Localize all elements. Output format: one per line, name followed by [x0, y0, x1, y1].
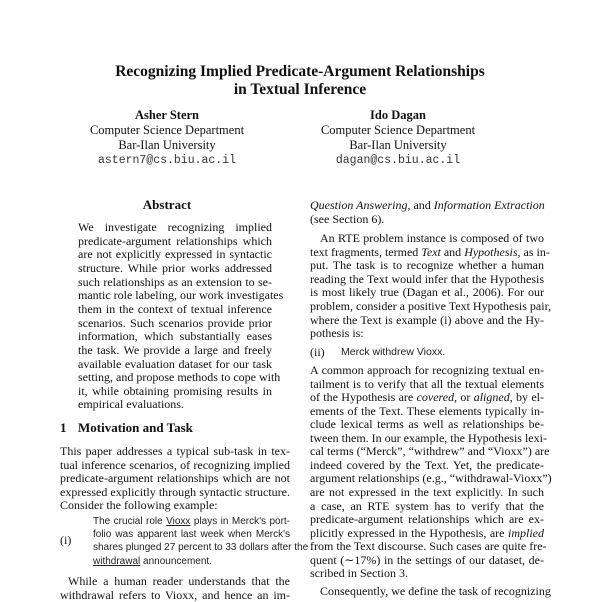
text-span: folio was apparent last week when Merck's	[93, 529, 290, 541]
text-span: it, while obtaining promising results in	[78, 383, 272, 398]
text-line	[310, 326, 544, 340]
text-line	[60, 444, 290, 458]
text-line	[310, 404, 544, 418]
text-line	[310, 458, 544, 472]
text-span: text fragments, termed	[310, 244, 422, 259]
underlined-term: Vioxx	[166, 516, 191, 527]
text-line	[68, 574, 290, 588]
text-span: a case, an RTE system has to verify that the	[310, 498, 544, 513]
text-span: withdrawal refers to Vioxx, and hence an im-	[60, 587, 290, 602]
author-univ: Bar-Ilan University	[349, 138, 447, 152]
text-line	[310, 485, 544, 499]
text-span: While a human reader understands that the	[68, 574, 290, 588]
text-span: is most likely true (Dagan et al., 2006). For our	[310, 285, 544, 300]
text-line	[310, 471, 552, 486]
text-line	[310, 390, 544, 404]
text-span: predicate-argument relationships which are ex-	[310, 512, 544, 527]
text-span: , and	[407, 198, 434, 212]
text-span: Consequently, we define the task of recognizing	[320, 584, 551, 598]
text-line	[310, 499, 544, 513]
text-span: tween them. In our example, the Hypothesis lexi-	[310, 430, 547, 445]
text-line	[78, 234, 272, 248]
italic-term: aligned	[473, 390, 510, 405]
text-span: , by el-	[509, 390, 544, 405]
italic-term: Information Extraction	[433, 198, 545, 212]
text-line	[60, 485, 290, 499]
text-line	[310, 553, 544, 567]
text-line	[93, 541, 309, 555]
text-line	[93, 528, 290, 542]
text-line	[78, 357, 272, 371]
italic-term: implied	[508, 525, 544, 540]
text-span: tailment is to verify that all the textual elements	[310, 376, 544, 391]
text-line	[310, 444, 550, 459]
text-line	[93, 515, 290, 529]
text-line	[78, 220, 272, 234]
paper-title-line-2: in Textual Inference	[233, 81, 367, 98]
text-span: the task. We provide a large and freely	[78, 342, 272, 357]
text-line	[60, 498, 290, 512]
text-span: plays in Merck's port-	[190, 516, 291, 527]
author-email[interactable]: dagan@cs.biu.ac.il	[335, 154, 461, 167]
text-span: A common approach for recognizing textual en-	[310, 363, 544, 377]
text-span: shares plunged 27 percent to 33 dollars after the	[93, 542, 309, 554]
text-line	[78, 384, 272, 398]
author-univ: Bar-Ilan University	[118, 138, 216, 152]
text-span: and	[440, 244, 465, 259]
text-span: such relationships as an extension to se-	[78, 274, 272, 289]
text-span: cal terms (“Merck”, “withdrew” and “Vioxx”) are	[310, 444, 550, 459]
text-span: This paper addresses a typical sub-task in tex-	[60, 444, 290, 458]
text-span: structure. While prior works addressed	[78, 260, 272, 275]
text-span: are not expressed in the text explicitly. In such	[310, 484, 544, 499]
text-line	[310, 258, 544, 272]
text-line	[320, 584, 551, 598]
text-span: problem, consider a positive Text Hypothesis pair,	[310, 299, 552, 313]
italic-term: Question Answering	[310, 198, 408, 212]
text-span: predicate-argument relationships which	[78, 233, 272, 248]
text-line	[78, 329, 272, 343]
text-span: indeed covered by the Text. Yet, the predicate-	[310, 457, 544, 472]
text-span: where the Text is example (i) above and the Hy-	[310, 312, 544, 327]
text-span: setting, and propose methods to cope with	[78, 370, 281, 385]
text-line	[78, 370, 281, 385]
text-span: An RTE problem instance is composed of two	[320, 231, 544, 245]
text-line	[310, 212, 544, 226]
text-line	[60, 471, 290, 485]
text-line	[78, 275, 272, 289]
text-line	[310, 244, 550, 259]
text-line	[310, 285, 544, 299]
text-line	[93, 555, 290, 569]
text-line	[78, 302, 272, 316]
text-line	[310, 198, 544, 212]
author-email[interactable]: astern7@cs.biu.ac.il	[97, 154, 237, 167]
author-dept: Computer Science Department	[89, 123, 245, 137]
text-span: scribed in Section 3.	[310, 566, 408, 581]
text-line	[310, 299, 552, 313]
italic-term: Hypothesis	[464, 244, 518, 259]
text-span: The crucial role	[93, 516, 167, 527]
example-label: (ii)	[310, 345, 325, 359]
text-span: are not explicitly expressed in syntactic	[78, 247, 272, 262]
text-span: , or	[454, 390, 474, 405]
text-span: argument relationships (e.g., “withdrawal-Vioxx”)	[310, 471, 552, 486]
text-span: We investigate recognizing implied	[78, 220, 272, 234]
text-span: expressed explicitly through syntactic structure.	[60, 484, 290, 499]
abstract-heading: Abstract	[142, 197, 192, 212]
text-span: (see Section 6).	[310, 211, 385, 226]
italic-term: Text	[421, 244, 441, 259]
text-span: put. The task is to recognize whether a human	[310, 258, 544, 273]
text-span: mantic role labeling, our work investigates	[78, 288, 284, 303]
text-span: ements of the Text. These elements typically in-	[310, 403, 544, 418]
underlined-term: withdrawal	[93, 555, 141, 567]
example-label: (i)	[60, 533, 72, 547]
author-dept: Computer Science Department	[320, 123, 476, 137]
text-line	[310, 313, 544, 327]
text-line	[310, 417, 544, 431]
section-heading: Motivation and Task	[78, 420, 193, 435]
text-span: them in the context of textual inference	[78, 301, 272, 316]
text-line	[78, 397, 272, 411]
text-line	[310, 526, 544, 540]
text-line	[310, 512, 544, 526]
text-span: quent (∼17%) in the settings of our dataset, de-	[310, 552, 544, 567]
text-line	[310, 430, 547, 445]
example-text: Merck withdrew Vioxx.	[341, 346, 446, 358]
text-line	[310, 272, 544, 286]
text-span: reading the Text would infer that the Hypothesis	[310, 271, 544, 286]
section-number: 1	[60, 420, 67, 435]
text-line	[310, 363, 544, 377]
text-line	[320, 231, 544, 245]
text-line	[78, 261, 272, 275]
text-span: of the Hypothesis are	[310, 390, 417, 405]
author-name: Ido Dagan	[370, 108, 426, 122]
text-line	[60, 458, 290, 472]
text-span: , as in-	[517, 244, 550, 259]
text-line	[310, 539, 547, 554]
text-span: information, which substantially eases	[78, 329, 272, 344]
text-line	[78, 288, 284, 303]
text-line	[310, 566, 544, 580]
text-span: from the Text discourse. Such cases are quite fre-	[310, 539, 547, 554]
text-line	[310, 377, 544, 391]
text-span: predicate-argument relationships which are not	[60, 471, 290, 486]
paper-title-line-1: Recognizing Implied Predicate-Argument Relationships	[115, 63, 485, 80]
italic-term: covered	[416, 390, 455, 405]
text-span: available evaluation dataset for our task	[78, 356, 272, 371]
text-line	[78, 343, 272, 357]
author-block	[47, 108, 287, 168]
text-span: empirical evaluations.	[78, 397, 184, 412]
author-block	[278, 108, 518, 168]
text-line	[78, 316, 272, 330]
text-line	[78, 247, 272, 261]
text-span: pothesis is:	[310, 326, 364, 341]
text-span: announcement.	[140, 555, 212, 567]
text-span: tual inference scenarios, of recognizing implied	[60, 457, 290, 472]
text-line	[60, 588, 290, 602]
text-span: Consider the following example:	[60, 498, 218, 513]
text-span: plicitly expressed in the Hypothesis, are	[310, 525, 508, 540]
author-name: Asher Stern	[134, 108, 199, 122]
text-span: scenarios. Such scenarios provide prior	[78, 315, 272, 330]
text-span: clude lexical terms as well as relationships be-	[310, 417, 544, 432]
